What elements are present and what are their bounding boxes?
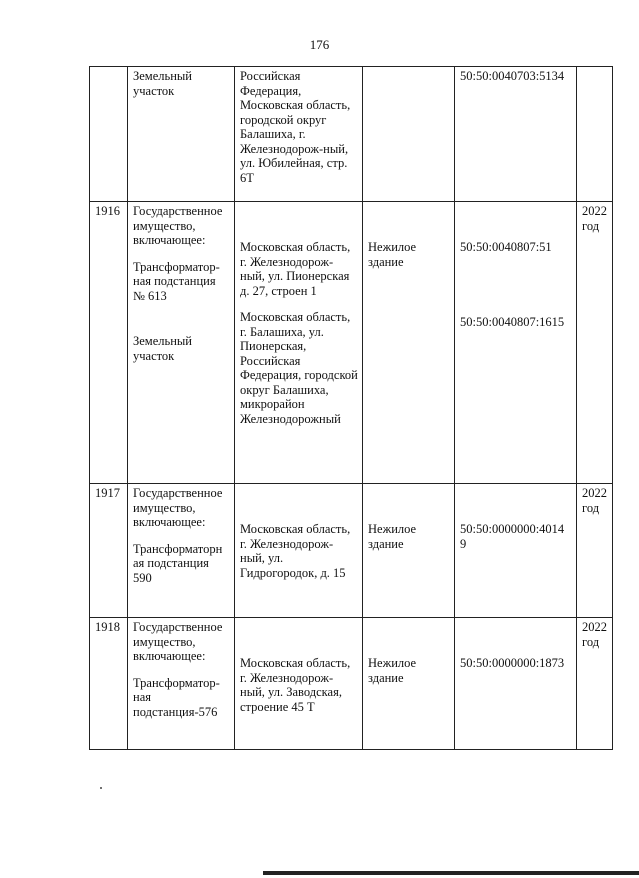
- year-cell: [577, 67, 613, 202]
- purpose-cell: [363, 484, 455, 618]
- table-row: [90, 67, 613, 202]
- item-purpose: Нежилое здание: [368, 656, 417, 685]
- year-cell: 2022 год: [577, 618, 613, 750]
- cadastral-cell: [455, 202, 577, 484]
- address-cell: Российская Федерация, Московская область, городской округ Балашиха, г. Железнодорож-ный, ул. Юбилейная, стр. 6Т: [235, 67, 363, 202]
- row-number-cell: 1917: [90, 484, 128, 618]
- object-name-cell: [128, 484, 235, 618]
- item-cadastral: 50:50:0040807:1615: [460, 314, 565, 329]
- scan-edge-line: [263, 871, 639, 875]
- cadastral-cell: [455, 484, 577, 618]
- year-cell: 2022 год: [577, 202, 613, 484]
- purpose-cell: [363, 202, 455, 484]
- item-cadastral: 50:50:0000000:4014 9: [460, 522, 565, 551]
- item-address: Московская область, г. Железнодорож-ный, ул. Гидрогородок, д. 15: [240, 522, 351, 580]
- scan-speck: [100, 787, 102, 789]
- item-purpose: Нежилое здание: [368, 522, 417, 551]
- row-number-cell: 1916: [90, 202, 128, 484]
- address-cell: [235, 618, 363, 750]
- cadastral-cell: 50:50:0040703:5134: [455, 67, 577, 202]
- row-number-cell: 1918: [90, 618, 128, 750]
- item-name: Трансформатор-ная подстанция № 613: [133, 259, 220, 303]
- item-name: Земельный участок: [133, 334, 192, 363]
- cadastral-cell: [455, 618, 577, 750]
- item-name: Трансформатор-ная подстанция-576: [133, 675, 220, 719]
- object-name-cell: [128, 202, 235, 484]
- item-address: Московская область, г. Железнодорож-ный, ул. Заводская, строение 45 Т: [240, 656, 351, 714]
- year-cell: 2022 год: [577, 484, 613, 618]
- group-label: Государственное имущество, включающее:: [133, 204, 223, 247]
- item-cadastral: 50:50:0000000:1873: [460, 656, 565, 670]
- item-cadastral: 50:50:0040807:51: [460, 240, 552, 254]
- table-row: [90, 618, 613, 750]
- item-name: Трансформаторн ая подстанция 590: [133, 541, 223, 585]
- page-number: 176: [309, 37, 330, 52]
- address-cell: [235, 484, 363, 618]
- purpose-cell: [363, 67, 455, 202]
- group-label: Государственное имущество, включающее:: [133, 486, 223, 529]
- address-cell: [235, 202, 363, 484]
- object-name-cell: [128, 618, 235, 750]
- table-row: [90, 202, 613, 484]
- object-name-cell: Земельный участок: [128, 67, 235, 202]
- row-number-cell: [90, 67, 128, 202]
- item-address: Московская область, г. Железнодорож-ный, ул. Пионерская д. 27, строен 1: [240, 240, 351, 298]
- property-registry-table: [89, 66, 613, 750]
- item-purpose: Нежилое здание: [368, 240, 417, 269]
- item-address: Московская область, г. Балашиха, ул. Пионерская, Российская Федерация, городской округ Балашиха, микрорайон Железнодорожный: [240, 310, 358, 426]
- group-label: Государственное имущество, включающее:: [133, 620, 223, 663]
- table-row: [90, 484, 613, 618]
- purpose-cell: [363, 618, 455, 750]
